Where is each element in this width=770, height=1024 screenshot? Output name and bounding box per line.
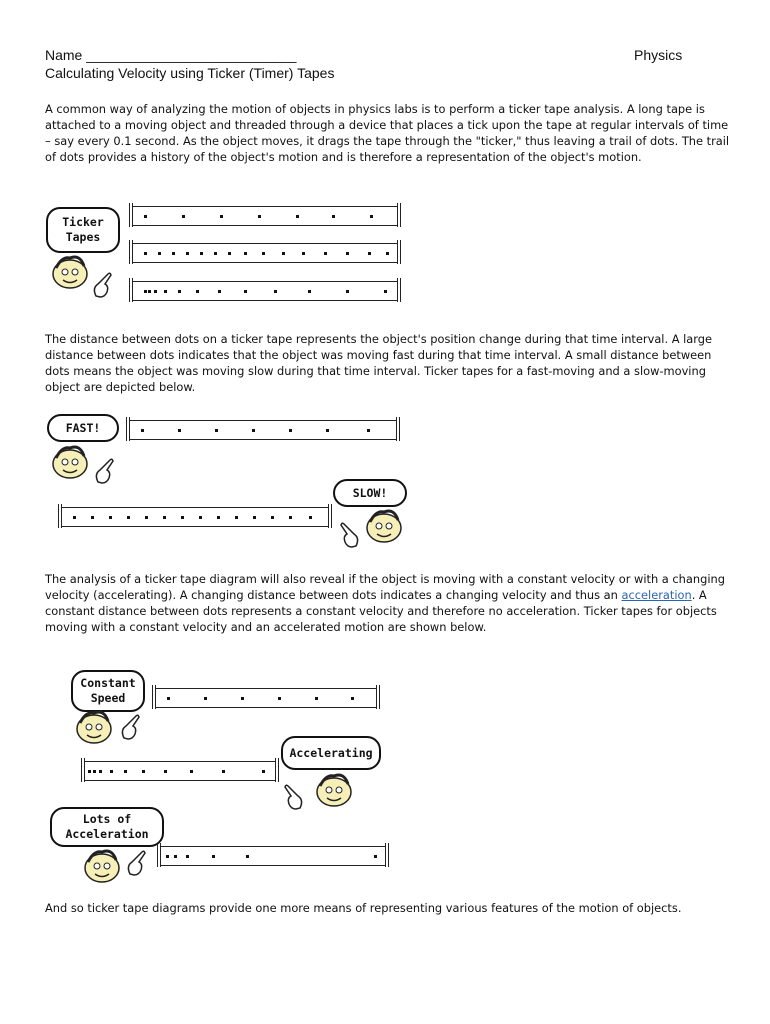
ticker-tape-slow <box>61 507 329 527</box>
ticker-tape-constant <box>132 206 398 226</box>
ticker-tape-accelerated <box>84 761 276 781</box>
ticker-tapes-bubble <box>46 207 120 253</box>
intro-paragraph: A common way of analyzing the motion of objects in physics labs is to perform a ticker tape analysis. A long tape is attached to a moving object and threaded through a device that places a tick upon the tape at regular intervals of time – say every 0.1 second. As the object moves, it drags the tape through the "ticker," thus leaving a trail of dots. The trail of dots provides a history of the object's motion and is therefore a representation of the object's motion. <box>45 102 730 164</box>
ticker-tape-accelerating <box>132 281 398 301</box>
page-title: Calculating Velocity using Ticker (Timer) Tapes <box>45 65 335 81</box>
subject-label: Physics <box>634 47 683 63</box>
cartoon-face-icon <box>312 770 356 810</box>
acceleration-paragraph <box>45 571 735 635</box>
bubble-text: SLOW! <box>352 485 388 500</box>
bubble-text: Lots of <box>82 812 132 826</box>
cartoon-face-icon <box>80 846 124 886</box>
constant-speed-bubble <box>71 670 145 712</box>
fast-bubble <box>47 414 119 442</box>
accelerating-bubble <box>281 736 381 770</box>
cartoon-face-icon <box>48 442 92 482</box>
cartoon-face-icon <box>72 707 116 747</box>
cartoon-face-icon <box>48 252 92 292</box>
ticker-tape-lots-of-acceleration <box>160 846 386 866</box>
bubble-text: Constant <box>80 676 136 690</box>
bubble-text: Tapes <box>65 230 101 244</box>
bubble-text: Acceleration <box>65 827 149 841</box>
distance-paragraph: The distance between dots on a ticker tape represents the object's position change during that time interval. A large distance between dots indicates that the object was moving fast during that time interval. A small distance between dots means the object was moving slow during that time interval. Ticker tapes for a fast-moving and a slow-moving object are depicted below. <box>45 332 712 394</box>
ticker-tape-dense <box>132 243 398 263</box>
bubble-text: Ticker <box>62 215 104 229</box>
pointing-hand-icon <box>340 522 362 548</box>
pointing-hand-icon <box>284 784 306 810</box>
paragraph-text: The analysis of a ticker tape diagram will also reveal if the object is moving with a constant velocity or with a changing velocity (accelerating). A changing distance between dots indicates a changing velocity and thus an <box>45 572 725 602</box>
bubble-text: FAST! <box>65 420 101 435</box>
name-line: Name ___________________________ <box>45 47 297 63</box>
pointing-hand-icon <box>92 458 114 484</box>
cartoon-face-icon <box>362 506 406 546</box>
ticker-tape-fast <box>129 420 397 440</box>
lots-of-acceleration-bubble <box>50 807 164 847</box>
closing-paragraph: And so ticker tape diagrams provide one more means of representing various features of the motion of objects. <box>45 901 682 915</box>
pointing-hand-icon <box>124 850 146 876</box>
pointing-hand-icon <box>118 714 140 740</box>
acceleration-link[interactable]: acceleration <box>621 588 692 602</box>
pointing-hand-icon <box>90 272 112 298</box>
bubble-text: Accelerating <box>289 745 373 760</box>
ticker-tape-constant-speed <box>155 688 377 708</box>
paragraph-text: . A constant distance between dots represents a constant velocity and therefore no acceleration. Ticker tapes for objects moving with a constant velocity and an accelerated motion are shown below. <box>45 588 717 634</box>
bubble-text: Speed <box>90 691 126 705</box>
slow-bubble <box>333 479 407 507</box>
